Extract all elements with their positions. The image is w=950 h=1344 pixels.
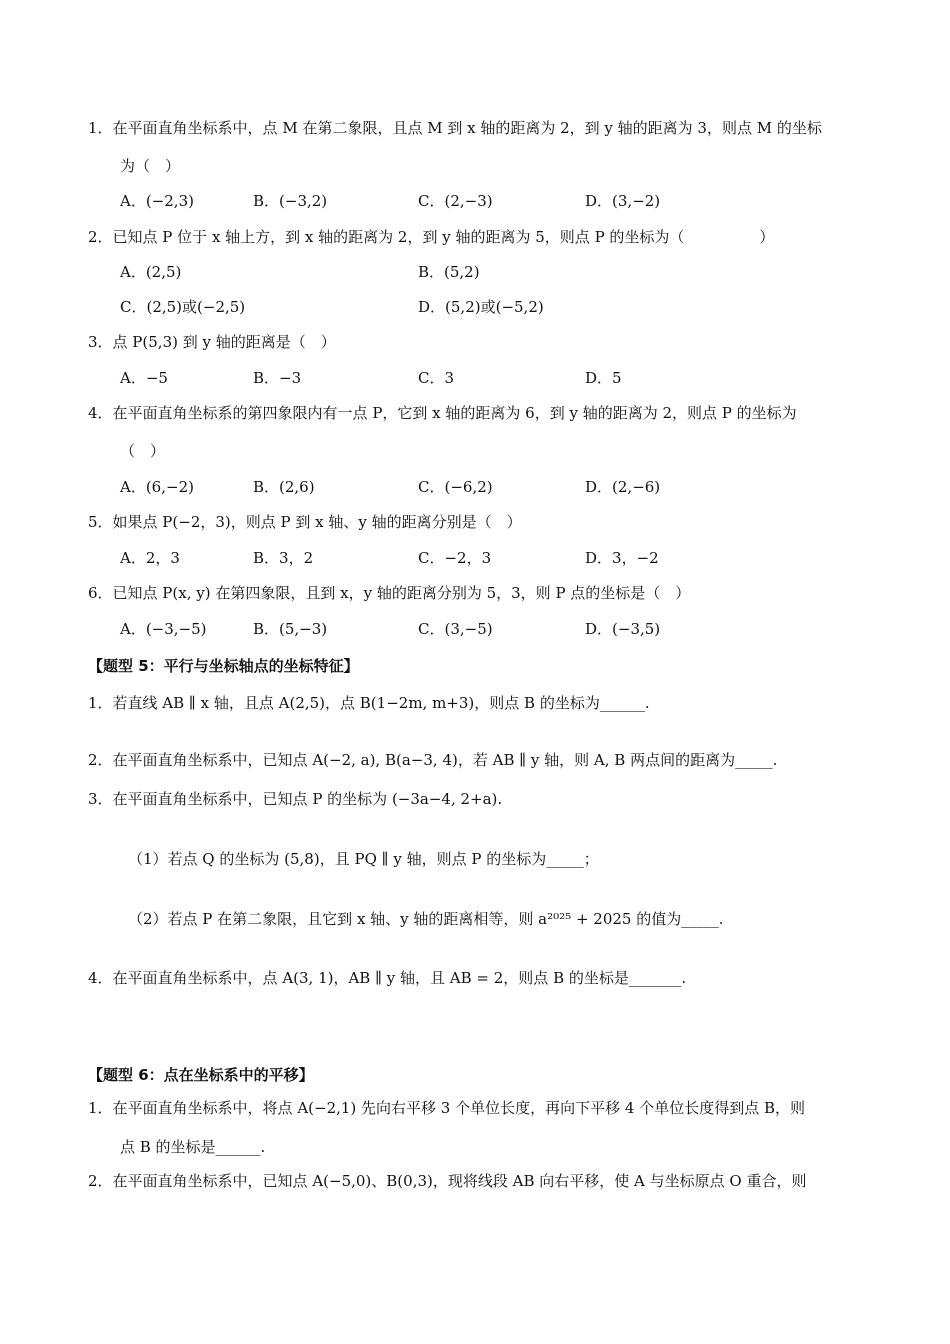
q6-option-a: A．(−3,−5) [120, 620, 207, 638]
q2-option-a: A．(2,5) [120, 263, 182, 281]
q2-option-b: B．(5,2) [418, 263, 480, 281]
q2-option-c: C．(2,5)或(−2,5) [120, 298, 246, 316]
q3-option-a: A．−5 [120, 369, 168, 387]
question-1-continued: 为（ ） [120, 157, 181, 175]
q1-option-a: A．(−2,3) [120, 192, 194, 210]
q5-option-d: D．3，−2 [585, 549, 659, 567]
s6-question-1-continued: 点 B 的坐标是______. [120, 1138, 266, 1156]
s5-question-3: 3．在平面直角坐标系中，已知点 P 的坐标为 (−3a−4, 2+a). [88, 790, 503, 808]
q6-option-b: B．(5,−3) [253, 620, 328, 638]
question-5: 5．如果点 P(−2，3)，则点 P 到 x 轴、y 轴的距离分别是（ ） [88, 513, 522, 531]
s5-question-3-part-1: （1）若点 Q 的坐标为 (5,8)，且 PQ ∥ y 轴，则点 P 的坐标为_____； [128, 850, 599, 868]
q5-option-a: A．2，3 [120, 549, 180, 567]
question-6: 6．已知点 P(x, y) 在第四象限，且到 x，y 轴的距离分别为 5，3，则 P 点的坐标是（ ） [88, 584, 691, 602]
q3-option-b: B．−3 [253, 369, 302, 387]
question-4: 4．在平面直角坐标系的第四象限内有一点 P，它到 x 轴的距离为 6，到 y 轴的距离为 2，则点 P 的坐标为 [88, 404, 797, 422]
q3-option-d: D．5 [585, 369, 622, 387]
question-2: 2．已知点 P 位于 x 轴上方，到 x 轴的距离为 2，到 y 轴的距离为 5，则点 P 的坐标为（ ） [88, 228, 775, 246]
q2-option-d: D．(5,2)或(−5,2) [418, 298, 544, 316]
q1-option-c: C．(2,−3) [418, 192, 493, 210]
q4-option-a: A．(6,−2) [120, 478, 194, 496]
s5-question-4: 4．在平面直角坐标系中，点 A(3, 1)，AB ∥ y 轴，且 AB = 2，则点 B 的坐标是_______. [88, 969, 687, 987]
q6-option-d: D．(−3,5) [585, 620, 661, 638]
question-3: 3．点 P(5,3) 到 y 轴的距离是（ ） [88, 333, 336, 351]
s5-question-3-part-2: （2）若点 P 在第二象限，且它到 x 轴、y 轴的距离相等，则 a²⁰²⁵ + 2025 的值为_____. [128, 910, 724, 928]
q4-option-d: D．(2,−6) [585, 478, 661, 496]
q4-option-b: B．(2,6) [253, 478, 315, 496]
s5-question-1: 1．若直线 AB ∥ x 轴，且点 A(2,5)，点 B(1−2m, m+3)，则点 B 的坐标为______. [88, 694, 650, 712]
q5-option-c: C．−2，3 [418, 549, 492, 567]
question-4-continued: （ ） [120, 442, 166, 460]
question-1: 1．在平面直角坐标系中，点 M 在第二象限，且点 M 到 x 轴的距离为 2，到 y 轴的距离为 3，则点 M 的坐标 [88, 119, 822, 137]
q3-option-c: C．3 [418, 369, 455, 387]
q6-option-c: C．(3,−5) [418, 620, 493, 638]
section-header-6: 【题型 6：点在坐标系中的平移】 [88, 1066, 314, 1084]
s6-question-1: 1．在平面直角坐标系中，将点 A(−2,1) 先向右平移 3 个单位长度，再向下平移 4 个单位长度得到点 B，则 [88, 1099, 805, 1117]
q1-option-b: B．(−3,2) [253, 192, 328, 210]
s5-question-2: 2．在平面直角坐标系中，已知点 A(−2, a), B(a−3, 4)，若 AB ∥ y 轴，则 A, B 两点间的距离为_____. [88, 751, 778, 769]
section-header-5: 【题型 5：平行与坐标轴点的坐标特征】 [88, 657, 359, 675]
q5-option-b: B．3，2 [253, 549, 314, 567]
q1-option-d: D．(3,−2) [585, 192, 661, 210]
q4-option-c: C．(−6,2) [418, 478, 493, 496]
s6-question-2: 2．在平面直角坐标系中，已知点 A(−5,0)、B(0,3)，现将线段 AB 向右平移，使 A 与坐标原点 O 重合，则 [88, 1172, 807, 1190]
